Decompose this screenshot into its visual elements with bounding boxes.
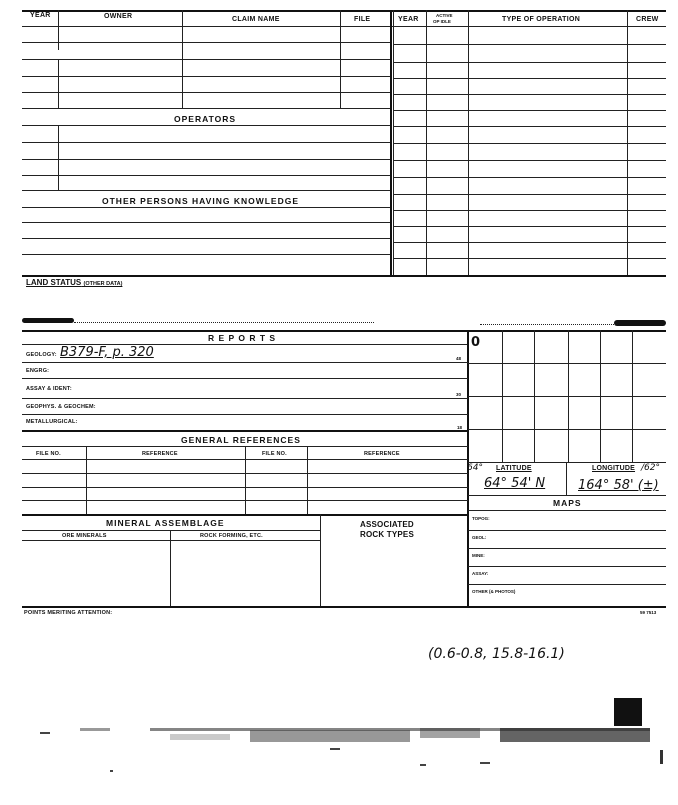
- header-year-2: YEAR: [398, 16, 419, 23]
- gr-header-reference-2: REFERENCE: [364, 451, 400, 457]
- header-year: YEAR: [30, 12, 51, 19]
- reports-title: R E P O R T S: [208, 333, 277, 343]
- header-crew: CREW: [636, 16, 659, 23]
- gr-header-file-no-1: FILE NO.: [36, 451, 61, 457]
- report-num-metallurgical: 18: [457, 425, 463, 430]
- associated-rock-types-line1: ASSOCIATED: [360, 520, 414, 529]
- lat-prefix: 64°: [467, 463, 483, 473]
- report-num-assay: 30: [456, 392, 462, 397]
- longitude-label: LONGITUDE: [592, 465, 636, 472]
- report-label-geology: GEOLOGY:: [26, 352, 57, 358]
- report-label-geophys: GEOPHYS. & GEOCHEM:: [26, 404, 96, 410]
- gr-header-reference-1: REFERENCE: [142, 451, 178, 457]
- operators-label: OPERATORS: [174, 114, 237, 124]
- maps-item-assay: ASSAY:: [472, 571, 489, 576]
- latitude-label: LATITUDE: [496, 465, 532, 472]
- header-active: ACTIVE: [436, 13, 453, 18]
- points-meriting-label: POINTS MERITING ATTENTION:: [24, 610, 113, 616]
- grid-corner-mark: 0: [471, 335, 481, 350]
- handwritten-note: (0.6-0.8, 15.8-16.1): [428, 646, 565, 662]
- report-value-geology: B379-F, p. 320: [60, 345, 154, 360]
- land-status-label: LAND STATUS: [26, 278, 82, 287]
- gr-header-file-no-2: FILE NO.: [262, 451, 287, 457]
- ink-smudge-left: [22, 318, 74, 323]
- report-num-geology: 48: [456, 356, 462, 361]
- other-persons-label: OTHER PERSONS HAVING KNOWLEDGE: [102, 196, 300, 206]
- rock-forming-header: ROCK FORMING, ETC.: [200, 533, 263, 539]
- lon-prefix: /62°: [641, 463, 660, 473]
- mineral-assemblage-title: MINERAL ASSEMBLAGE: [106, 518, 225, 528]
- maps-item-other: OTHER (& PHOTOS): [472, 589, 516, 594]
- longitude-value: 164° 58' (±): [578, 478, 659, 493]
- maps-item-topog: TOPOG:: [472, 516, 490, 521]
- ore-minerals-header: ORE MINERALS: [62, 533, 107, 539]
- form-number: 59 7513: [640, 610, 657, 615]
- report-label-engrg: ENGRG:: [26, 368, 50, 374]
- maps-title: MAPS: [553, 498, 582, 508]
- header-active-sub: OP IDLE: [433, 19, 451, 24]
- associated-rock-types-line2: ROCK TYPES: [360, 530, 415, 539]
- ink-smudge-right: [614, 320, 666, 326]
- latitude-value: 64° 54' N: [484, 476, 546, 491]
- land-status-sublabel: (OTHER DATA): [83, 281, 123, 287]
- report-label-assay: ASSAY & IDENT:: [26, 386, 72, 392]
- scan-noise-band: [0, 690, 678, 805]
- maps-item-mine: MINE:: [472, 553, 485, 558]
- land-status-heading: [26, 278, 122, 287]
- header-claim-name: CLAIM NAME: [232, 16, 280, 23]
- header-owner: OWNER: [104, 13, 133, 20]
- general-references-title: GENERAL REFERENCES: [181, 435, 301, 445]
- report-label-metallurgical: METALLURGICAL:: [26, 419, 78, 425]
- header-type-of-operation: TYPE OF OPERATION: [502, 16, 581, 23]
- header-file: FILE: [354, 16, 371, 23]
- maps-item-geol: GEOL:: [472, 535, 487, 540]
